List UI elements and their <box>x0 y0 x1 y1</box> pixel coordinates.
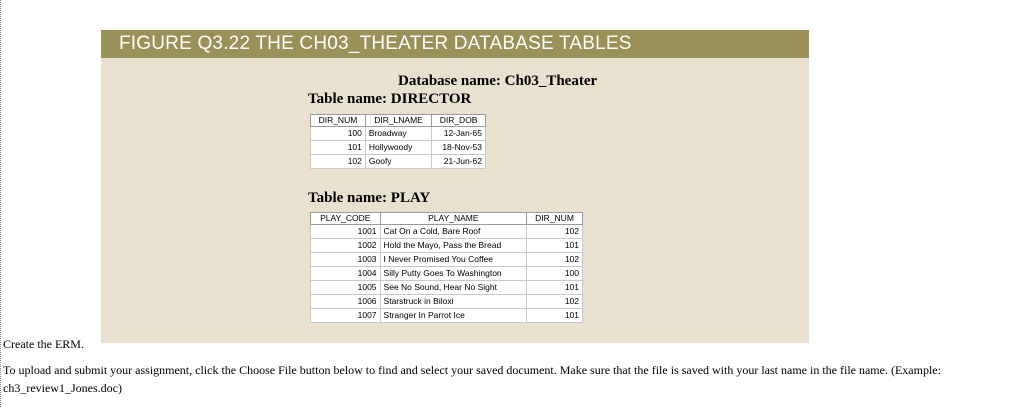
table-cell: 18-Nov-53 <box>432 141 486 155</box>
table-cell: 1005 <box>311 281 381 295</box>
table-header-row <box>311 115 486 127</box>
table-cell: Silly Putty Goes To Washington <box>380 267 527 281</box>
table-cell: 102 <box>527 253 583 267</box>
director-table-name: Table name: DIRECTOR <box>308 91 472 107</box>
table-cell: Hold the Mayo, Pass the Bread <box>380 239 527 253</box>
table-cell: Starstruck in Biloxi <box>380 295 527 309</box>
table-row <box>311 309 583 323</box>
table-cell: I Never Promised You Coffee <box>380 253 527 267</box>
table-cell: 1001 <box>311 225 381 239</box>
table-row <box>311 225 583 239</box>
table-row <box>311 127 486 141</box>
instructions-text: To upload and submit your assignment, click the Choose File button below to find and select your saved document. Make sure that the file is saved with your last name in the file name. (Example: ch3_review1_Jones.doc) <box>3 363 941 395</box>
table-cell: 1003 <box>311 253 381 267</box>
column-header: DIR_DOB <box>432 115 486 127</box>
database-name: Database name: Ch03_Theater <box>398 73 598 89</box>
column-header: PLAY_CODE <box>311 213 381 225</box>
table-row <box>311 239 583 253</box>
table-cell: 1007 <box>311 309 381 323</box>
column-header: DIR_NUM <box>311 115 366 127</box>
table-row <box>311 281 583 295</box>
column-header: DIR_LNAME <box>365 115 431 127</box>
table-cell: 101 <box>311 141 366 155</box>
figure-panel <box>101 30 809 343</box>
table-cell: 101 <box>527 281 583 295</box>
table-row <box>311 267 583 281</box>
table-row <box>311 295 583 309</box>
director-table <box>310 114 486 169</box>
table-row <box>311 155 486 169</box>
table-cell: 1006 <box>311 295 381 309</box>
column-header: DIR_NUM <box>527 213 583 225</box>
table-cell: 1002 <box>311 239 381 253</box>
table-cell: Stranger In Parrot Ice <box>380 309 527 323</box>
table-cell: 101 <box>527 309 583 323</box>
table-cell: 102 <box>527 225 583 239</box>
play-table-name: Table name: PLAY <box>308 190 431 206</box>
table-cell: 12-Jan-65 <box>432 127 486 141</box>
table-cell: 102 <box>527 295 583 309</box>
table-row <box>311 253 583 267</box>
play-table <box>310 212 583 323</box>
table-cell: Goofy <box>365 155 431 169</box>
table-cell: 21-Jun-62 <box>432 155 486 169</box>
table-cell: Hollywoody <box>365 141 431 155</box>
question-text: Create the ERM. <box>3 337 84 351</box>
table-cell: Cat On a Cold, Bare Roof <box>380 225 527 239</box>
table-header-row <box>311 213 583 225</box>
table-cell: 102 <box>311 155 366 169</box>
table-cell: 100 <box>527 267 583 281</box>
table-cell: Broadway <box>365 127 431 141</box>
table-row <box>311 141 486 155</box>
table-cell: 100 <box>311 127 366 141</box>
table-cell: 101 <box>527 239 583 253</box>
figure-title: FIGURE Q3.22 THE CH03_THEATER DATABASE TABLES <box>101 30 809 58</box>
table-cell: 1004 <box>311 267 381 281</box>
column-header: PLAY_NAME <box>380 213 527 225</box>
table-cell: See No Sound, Hear No Sight <box>380 281 527 295</box>
